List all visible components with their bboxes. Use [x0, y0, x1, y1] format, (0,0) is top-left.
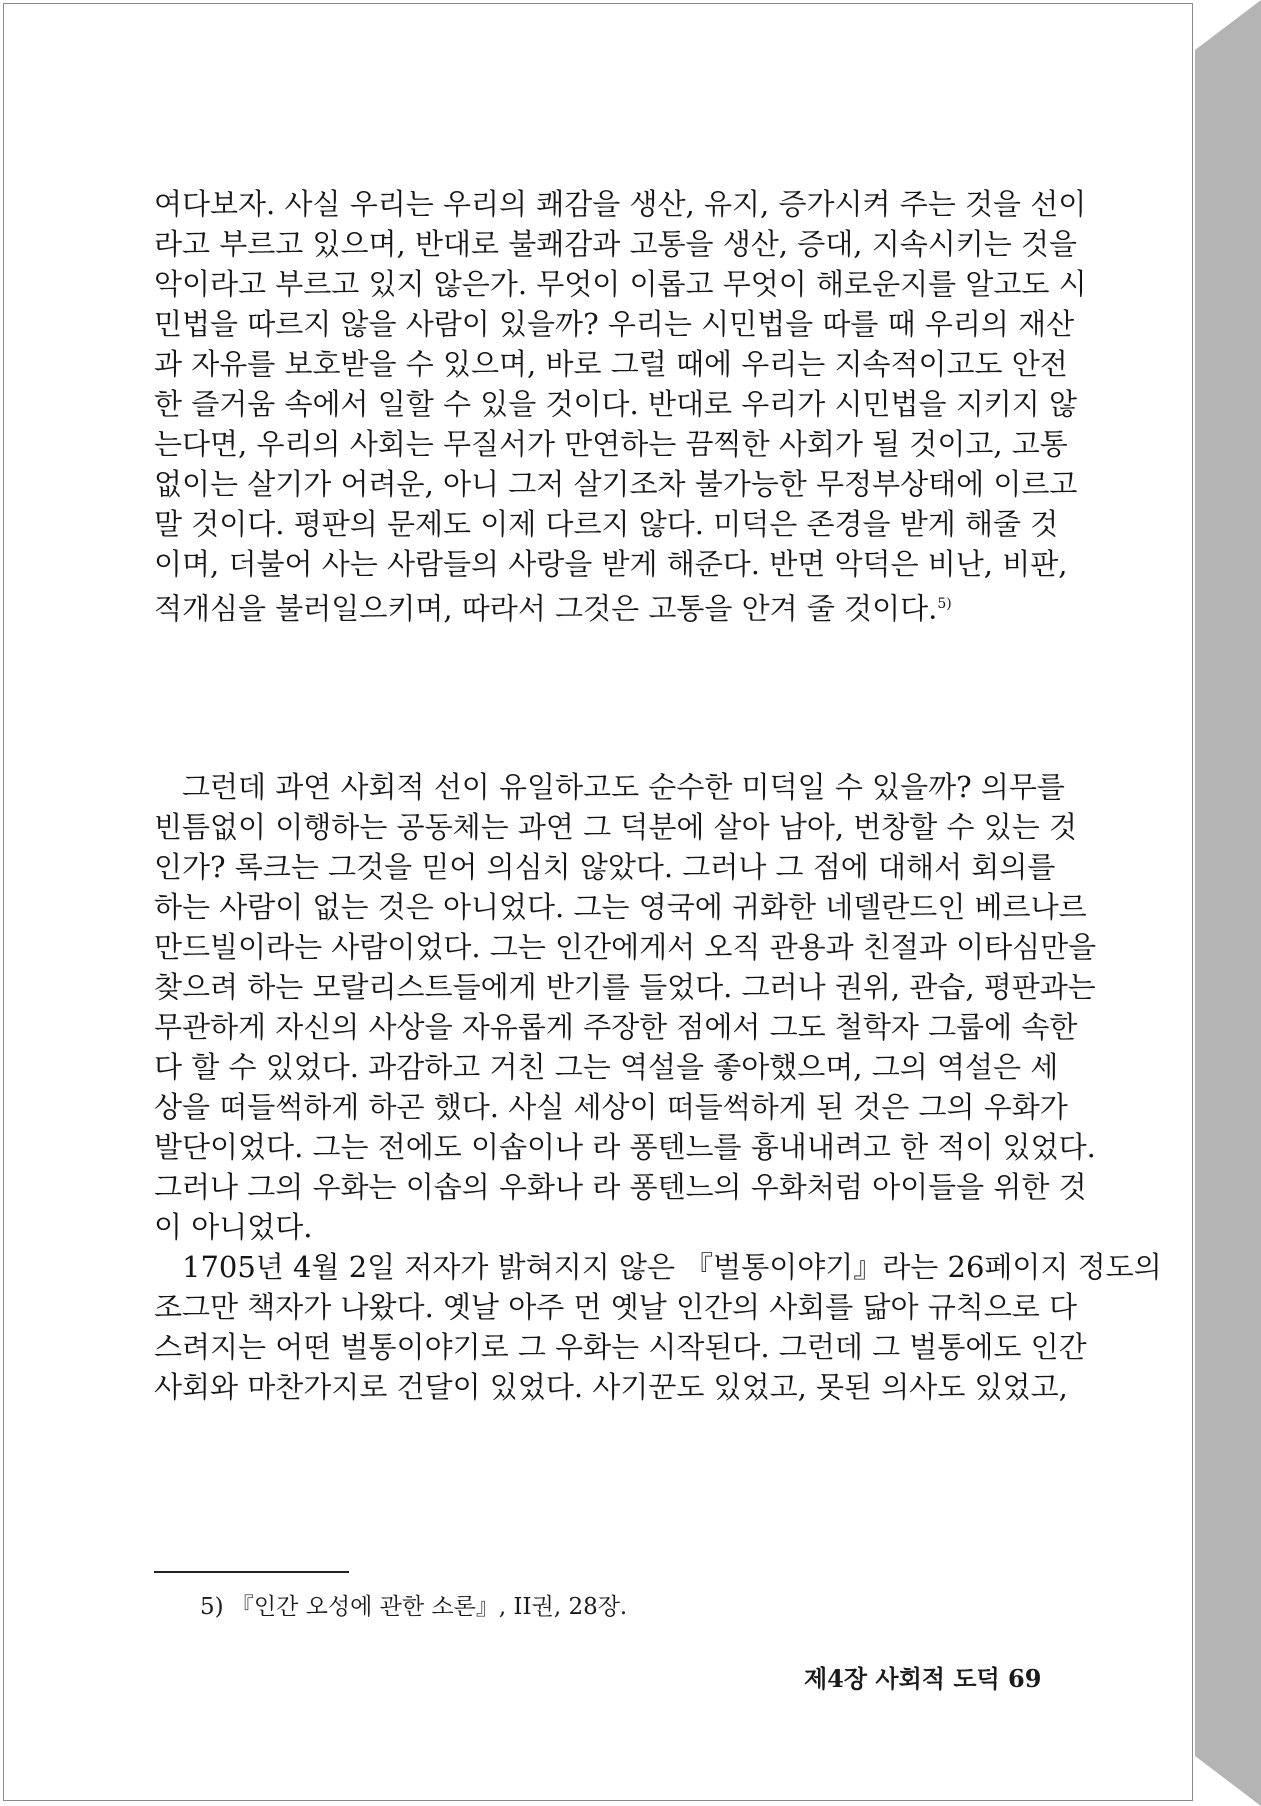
text-line: 상을 떠들썩하게 하곤 했다. 사실 세상이 떠들썩하게 된 것은 그의 우화가	[154, 1090, 1068, 1124]
text-line: 는다면, 우리의 사회는 무질서가 만연하는 끔찍한 사회가 될 것이고, 고통	[154, 427, 1068, 461]
page-edge-bottom-corner	[1195, 1756, 1261, 1806]
text-line: 1705년 4월 2일 저자가 밝혀지지 않은 『벌통이야기』라는 26페이지 정도의	[182, 1250, 1162, 1284]
text-line: 과 자유를 보호받을 수 있으며, 바로 그럴 때에 우리는 지속적이고도 안전	[154, 347, 1068, 381]
text-line: 조그만 책자가 나왔다. 옛날 아주 먼 옛날 인간의 사회를 닮아 규칙으로 다	[154, 1290, 1078, 1324]
text-line: 무관하게 자신의 사상을 자유롭게 주장한 점에서 그도 철학자 그룹에 속한	[154, 1010, 1078, 1044]
text-line: 이 아니었다.	[154, 1210, 313, 1244]
text-line: 그러나 그의 우화는 이솝의 우화나 라 퐁텐느의 우화처럼 아이들을 위한 것	[154, 1170, 1087, 1204]
text-line: 인가? 록크는 그것을 믿어 의심치 않았다. 그러나 그 점에 대해서 회의를	[154, 850, 1056, 884]
footnote-divider	[154, 1571, 349, 1573]
text-line: 라고 부르고 있으며, 반대로 불쾌감과 고통을 생산, 증대, 지속시키는 것을	[154, 227, 1078, 261]
paragraph-2	[154, 767, 1162, 1407]
footnote-reference: 5)	[937, 596, 952, 612]
text-line-content: 적개심을 불러일으키며, 따라서 그것은 고통을 안겨 줄 것이다.	[154, 591, 938, 626]
footnote: 5) 『인간 오성에 관한 소론』, II권, 28장.	[200, 1594, 628, 1620]
text-line: 말 것이다. 평판의 문제도 이제 다르지 않다. 미덕은 존경을 받게 해줄 것	[154, 507, 1059, 541]
text-line: 이며, 더불어 사는 사람들의 사랑을 받게 해준다. 반면 악덕은 비난, 비판,	[154, 547, 1068, 581]
text-line: 발단이었다. 그는 전에도 이솝이나 라 퐁텐느를 흉내내려고 한 적이 있었다.	[154, 1130, 1096, 1164]
text-line: 스려지는 어떤 벌통이야기로 그 우화는 시작된다. 그런데 그 벌통에도 인간	[154, 1330, 1087, 1364]
text-line: 만드빌이라는 사람이었다. 그는 인간에게서 오직 관용과 친절과 이타심만을	[154, 930, 1097, 964]
text-line: 한 즐거움 속에서 일할 수 있을 것이다. 반대로 우리가 시민법을 지키지 않	[154, 387, 1078, 421]
running-footer: 제4장 사회적 도덕 69	[804, 1664, 1042, 1693]
text-line: 사회와 마찬가지로 건달이 있었다. 사기꾼도 있었고, 못된 의사도 있었고,	[154, 1370, 1068, 1404]
text-line: 없이는 살기가 어려운, 아니 그저 살기조차 불가능한 무정부상태에 이르고	[154, 467, 1078, 501]
page-edge-top-corner	[1195, 0, 1261, 50]
text-line: 그런데 과연 사회적 선이 유일하고도 순수한 미덕일 수 있을까? 의무를	[182, 770, 1065, 804]
text-line: 빈틈없이 이행하는 공동체는 과연 그 덕분에 살아 남아, 번창할 수 있는 것	[154, 810, 1078, 844]
text-line: 다 할 수 있었다. 과감하고 거친 그는 역설을 좋아했으며, 그의 역설은 세	[154, 1050, 1059, 1084]
page-edge-shadow	[1195, 0, 1261, 1806]
text-line: 여다보자. 사실 우리는 우리의 쾌감을 생산, 유지, 증가시켜 주는 것을 선이	[154, 187, 1087, 221]
book-page	[3, 3, 1193, 1801]
text-line: 하는 사람이 없는 것은 아니었다. 그는 영국에 귀화한 네델란드인 베르나르	[154, 890, 1087, 924]
text-line: 민법을 따르지 않을 사람이 있을까? 우리는 시민법을 따를 때 우리의 재산	[154, 307, 1075, 341]
text-line: 찾으려 하는 모랄리스트들에게 반기를 들었다. 그러나 권위, 관습, 평판과는	[154, 970, 1096, 1004]
text-line-last	[154, 584, 1049, 624]
paragraph-1	[154, 184, 1087, 626]
text-line: 악이라고 부르고 있지 않은가. 무엇이 이롭고 무엇이 해로운지를 알고도 시	[154, 267, 1087, 301]
